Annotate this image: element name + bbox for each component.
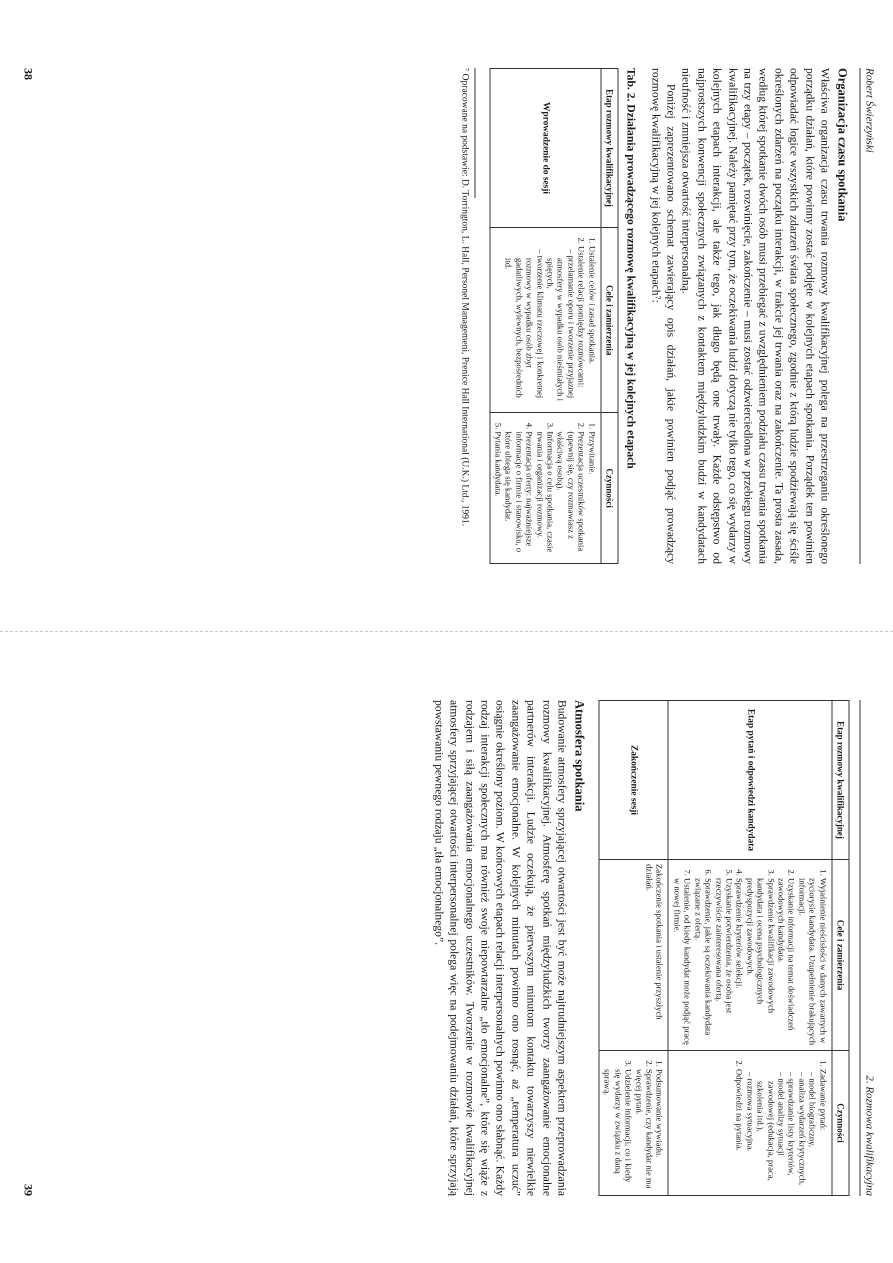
list-item-text: Zadawanie pytań: [817,1068,828,1130]
sub-list-item: – analiza wydarzeń krytycznych, [796,1080,806,1190]
table-stages-part2 [598,700,849,1196]
footnote-divider [474,68,475,198]
col-header-goals: Cele i zamierzenia [600,227,617,412]
sub-list-item: – tworzenie klimatu rzeczowej i konkretnej rozmowy w wypadku osób zbyt gadatliwych, wylewnych, bezpośrednich itd. [503,258,545,408]
running-head-author: Robert Świerzyński [859,68,875,564]
col-header-actions: Czynności [600,412,617,563]
sub-list-item: – przełamanie oporu i tworzenie przyjaznej atmosfery w wypadku osób nieśmiałych i spiętych, [545,258,576,408]
list-item [744,1068,827,1190]
table-row [599,700,668,1195]
list-item: Zakończenie spotkania i ustalenie przyszłych działań. [644,863,665,1020]
page-39-content [0,700,893,1196]
list-item: 7. Ustalenie, od kiedy kandydat może podjąć pracę w nowej firmie. [672,878,693,1046]
list-item: 4. Prezentacja oferty: najważniejsze informacje o firmie i stanowisku, o które ubiega się kandydat. [503,431,534,559]
goals-cell-qa [668,859,831,1050]
paragraph-atmosfera-1: Budowanie atmosfery sprzyjającej otwartości jest być może najtrudniejszym aspektem przeprowadzania rozmowy kwalifikacyjnej. Atmosferę spotkań międzyludzkich tworzy zaangażowanie emocjonalne partnerów interakcji. Ludzie oczekują, że pierwszym minutom kontaktu towarzyszy niewielkie zaangażowanie emocjonalne. W kolejnych minutach powinno ono rosnąć, aż „temperatura uczuć” osiągnie określony poziom. W końcowych etapach relacji interpersonalnych powinno ono słabnąć. Każdy rodzaj interakcji społecznych ma również swoje niepowtarzalne „tło emocjonalne”, które się wiąże z rodzajem i siłą zaangażowania emocjonalnego uczestników. Tworzenie w rozmowie kwalifikacyjnej atmosfery sprzyjającej otwartości interpersonalnej polega więc na podejmowaniu działań, które sprzyjają powstawaniu pewnego rodzaju „tła emocjonalnego”. [431,699,569,1196]
list-item: 3. Sprawdzenie kwalifikacji zawodowych kandydata i ocena psychologicznych predyspozycji zawodowych. [744,878,775,1046]
sub-list-item: – sprawdzanie listy kryteriów, [786,1080,796,1190]
table-stages-part1 [489,68,618,564]
list-item: 2. Odpowiedzi na pytania. [734,1068,744,1190]
list-item: 1. Przywitanie. [586,431,596,559]
table-header-row [831,700,848,1195]
running-head-chapter: 2. Rozmowa kwalifikacyjna [859,700,875,1196]
page-38-rotated [0,16,893,616]
col-header-stage: Etap rozmowy kwalifikacyjnej [831,700,848,859]
table-row [489,68,600,563]
col-header-goals: Cele i zamierzenia [831,859,848,1050]
sub-list-item: – rozmowa sytuacyjna. [744,1080,754,1190]
table-row [668,700,831,1195]
page-38-content [0,68,893,564]
list-item-text: Ustalenie relacji pomiędzy rozmówcami: [576,245,587,388]
list-item: 4. Sprawdzenie kryteriów selekcji. [734,878,744,1046]
page-39-rotated [0,648,893,1248]
page-number-38: 38 [21,67,35,80]
list-item: 1. Podsumowanie wywiadu. [654,1068,664,1190]
actions-cell-qa [668,1050,831,1195]
actions-cell-closing [599,1050,668,1195]
list-item: 5. Pytania kandydata. [493,431,503,559]
goals-cell-intro [489,227,600,412]
list-item: 3. Udzielenie informacji, co i kiedy się wydarzy w związku z daną sprawą. [602,1068,633,1190]
paragraph-organizacja-2: Poniżej zaprezentowano schemat zawierający opis działań, jakie powinien podjąć prowadzący rozmowę kwalifikacyjną w jej kolejnych etapach⁷: [648,67,677,564]
sub-list-item: – model biograficzny, [807,1080,817,1190]
paragraph-organizacja-1: Właściwa organizacja czasu trwania rozmowy kwalifikacyjnej polega na przestrzeganiu określonego porządku działań, które powinny zostać podjęte w kolejnych etapach spotkania. Porządek ten powinien odpowiadać logice wszystkich zdarzeń świata społecznego, zgodnie z którą ludzie spodziewają się ściśle określonych zdarzeń na początku interakcji, w trakcie jej trwania oraz na zakończenie. Ta prosta zasada, według której spotkanie dwóch osób musi przebiegać z uwzględnieniem podziału czasu trwania spotkania na trzy etapy – początek, rozwinięcie, zakończenie – musi zostać odzwierciedlona w przebiegu rozmowy kwalifikacyjnej. Należy pamiętać przy tym, że oczekiwania ludzi dotyczą nie tylko tego, co się wydarzy w kolejnych etapach interakcji, ale także tego, jak długo będą one trwały. Każde odstępstwo od najprostszych konwencji społecznych związanych z kontaktem międzyludzkim budzi w kandydatach nieufność i zmniejsza otwartość interpersonalną. [679,67,831,564]
list-item: 1. Ustalenie celów i zasad spotkania. [586,246,596,408]
page-39 [0,632,893,1263]
col-header-stage: Etap rozmowy kwalifikacyjnej [600,68,617,227]
section-title-organizacja: Organizacja czasu spotkania [835,67,849,221]
footnote-7: ⁷ Opracowane na podstawie: D. Torrington, L. Hall, Personel Managemeni, Prenice Hall International (U.K.) Ltd., 1991. [458,67,469,526]
list-item: 3. Informacja o celu spotkania, czasie trwania i organizacji rozmowy. [534,431,555,559]
stage-cell-closing: Zakończenie sesji [599,700,668,859]
page-39-body [430,700,849,1196]
list-item: 2. Prezentacja uczestników spotkania (upewnij się, czy rozmawiasz z właściwą osobą). [555,431,586,559]
page-38 [0,0,893,631]
sub-list-item: – model analizy sytuacji zawodowej (edukacja, praca, szkolenia itd.), [755,1080,786,1190]
list-item: 5. Uzyskanie potwierdzenia, że osoba jest rzeczywiście zainteresowana ofertą. [713,878,734,1046]
col-header-actions: Czynności [831,1050,848,1195]
page-38-body [458,68,849,564]
page-number-39: 39 [21,1183,35,1196]
list-item: 2. Uzyskanie informacji na temat doświadczeń zawodowych kandydata. [776,878,797,1046]
goals-cell-closing [599,859,668,1050]
stage-cell-qa: Etap pytań i odpowiedzi kandydata [668,700,831,859]
table-header-row [600,68,617,563]
actions-cell-intro [489,412,600,563]
list-item [503,246,586,408]
stage-cell-intro: Wprowadzenie do sesji [489,68,600,227]
table-title: Tab. 2. Działania prowadzącego rozmowę kwalifikacyjną w jej kolejnych etapach [624,67,638,469]
section-title-atmosfera: Atmosfera spotkania [572,699,587,811]
list-item: 1. Wyjaśnienie nieścisłości w danych zawartych w życiorysie kandydata. Uzupełnienie brakujących informacji. [796,878,827,1046]
list-item: 6. Sprawdzenie, jakie są oczekiwania kandydata związane z ofertą. [692,878,713,1046]
list-item: 2. Sprawdzenie, czy kandydat nie ma więcej pytań. [633,1068,654,1190]
